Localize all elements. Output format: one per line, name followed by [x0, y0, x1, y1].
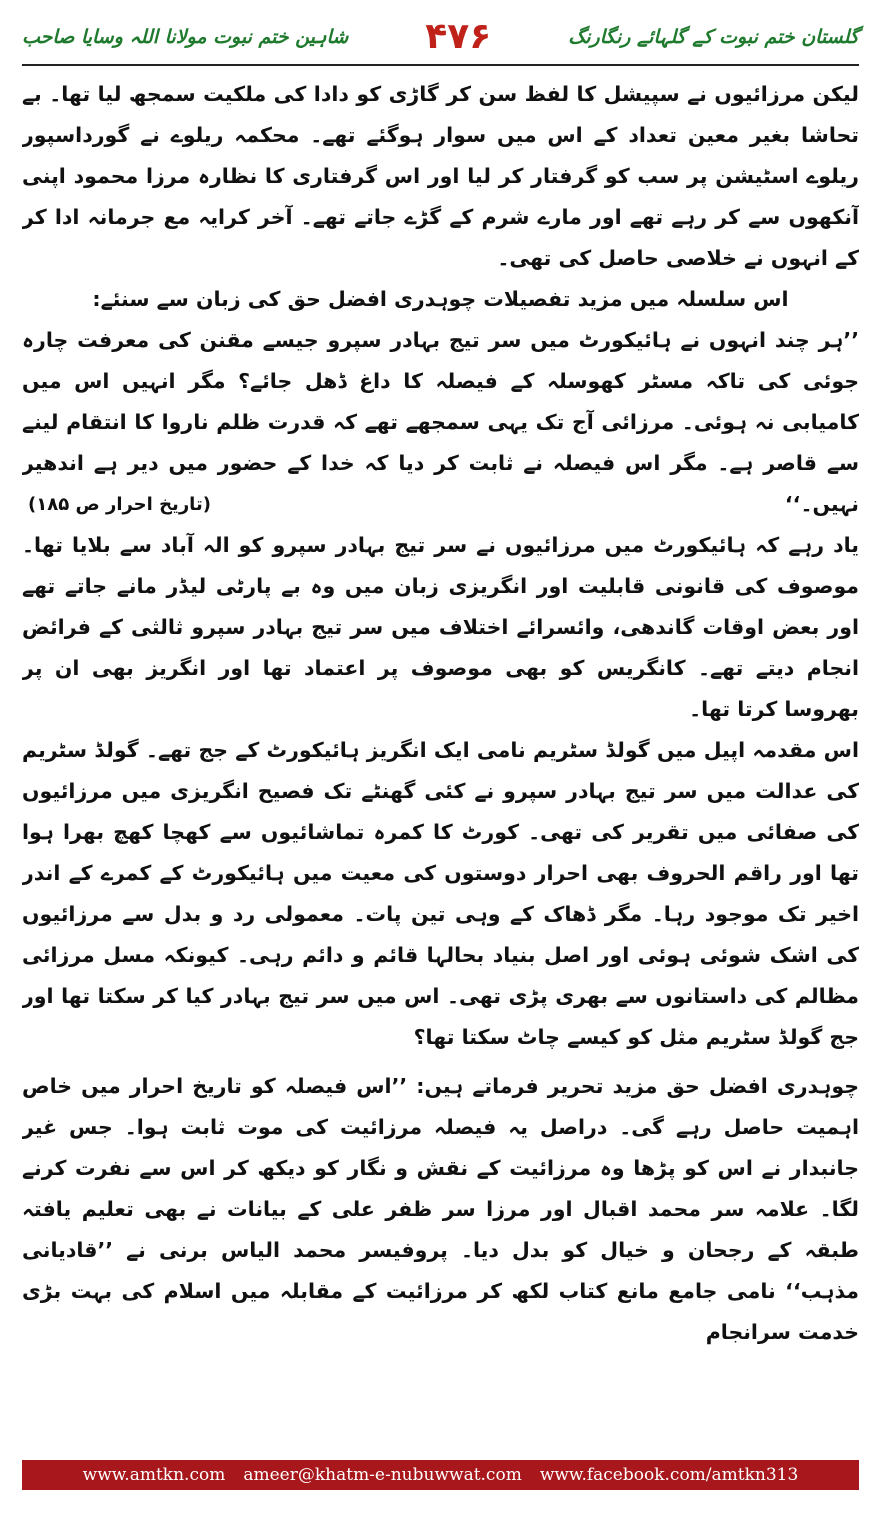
paragraph: یاد رہے کہ ہائیکورٹ میں مرزائیوں نے سر تیج بہادر سپرو کو الہ آباد سے بلایا تھا۔ موصوف کی قانونی قابلیت اور انگریزی زبان میں وہ بے پارٹی لیڈر مانے جاتے تھے اور بعض اوقات گاندھی، وائسرائے اختلاف میں سر تیج بہادر سپرو ثالثی کے فرائض انجام دیتے تھے۔ کانگریس کو بھی موصوف پر اعتماد تھا اور انگریز بھی ان پر بھروسا کرتا تھا۔: [22, 533, 859, 721]
footer-bar: [22, 1460, 859, 1490]
quote-text: ’’ہر چند انہوں نے ہائیکورٹ میں سر تیج بہادر سپرو جیسے مقنن کی معرفت چارہ جوئی کی تاکہ مسٹر کھوسلہ کے فیصلہ کا داغ ڈھل جائے؟ مگر انہیں اس میں کامیابی نہ ہوئی۔ مرزائی آج تک یہی سمجھے تھے کہ قدرت ظلم ناروا کا انتقام لینے سے قاصر ہے۔ مگر اس فیصلہ نے ثابت کر دیا کہ خدا کے حضور میں دیر ہے اندھیر نہیں۔‘‘: [22, 328, 859, 516]
paragraph: لیکن مرزائیوں نے سپیشل کا لفظ سن کر گاڑی کو دادا کی ملکیت سمجھ لیا تھا۔ بے تحاشا بغیر معین تعداد کے اس میں سوار ہوگئے تھے۔ محکمہ ریلوے نے گورداسپور ریلوے اسٹیشن پر سب کو گرفتار کر لیا اور اس گرفتاری کا نظارہ مرزا محمود اپنی آنکھوں سے کر رہے تھے اور مارے شرم کے گڑے جاتے تھے۔ آخر کرایہ مع جرمانہ ادا کر کے انہوں نے خلاصی حاصل کی تھی۔: [22, 82, 859, 270]
website-link[interactable]: www.amtkn.com: [82, 1465, 226, 1485]
email-link[interactable]: ameer@khatm-e-nubuwwat.com: [243, 1465, 522, 1485]
facebook-link[interactable]: www.facebook.com/amtkn313: [539, 1465, 799, 1485]
paragraph-intro: اس سلسلہ میں مزید تفصیلات چوہدری افضل حق کی زبان سے سنئے:: [92, 287, 789, 311]
quote-reference: (تاریخ احرار ص ۱۸۵): [28, 494, 211, 515]
paragraph: چوہدری افضل حق مزید تحریر فرماتے ہیں: ’’اس فیصلہ کو تاریخ احرار میں خاص اہمیت حاصل رہے گی۔ دراصل یہ فیصلہ مرزائیت کی موت ثابت ہوا۔ جس غیر جانبدار نے اس کو پڑھا وہ مرزائیت کے نقش و نگار کو دیکھ کر اس سے نفرت کرنے لگا۔ علامہ سر محمد اقبال اور مرزا سر ظفر علی کے بیانات نے بھی تعلیم یافتہ طبقہ کے رجحان و خیال کو بدل دیا۔ پروفیسر محمد الیاس برنی نے ’’قادیانی مذہب‘‘ نامی جامع مانع کتاب لکھ کر مرزائیت کے مقابلہ میں اسلام کی بہت بڑی خدمت سرانجام: [22, 1074, 859, 1344]
page-body: [22, 74, 859, 1454]
page-number: ۴۷۶: [425, 16, 492, 57]
page-header: [22, 14, 859, 60]
quote-paragraph: [22, 320, 859, 525]
book-title: گلستان ختم نبوت کے گلہائے رنگارنگ: [568, 26, 859, 48]
header-divider: [22, 64, 859, 66]
author-title: شاہین ختم نبوت مولانا اللہ وسایا صاحب: [22, 26, 349, 48]
paragraph: اس مقدمہ اپیل میں گولڈ سٹریم نامی ایک انگریز ہائیکورٹ کے جج تھے۔ گولڈ سٹریم کی عدالت میں سر تیج بہادر سپرو نے کئی گھنٹے تک فصیح انگریزی میں مرزائیوں کی صفائی میں تقریر کی تھی۔ کورٹ کا کمرہ تماشائیوں سے کھچا کھچ بھرا ہوا تھا اور راقم الحروف بھی احرار دوستوں کی معیت میں ہائیکورٹ کے کمرے کے اندر اخیر تک موجود رہا۔ مگر ڈھاک کے وہی تین پات۔ معمولی رد و بدل سے مرزائیوں کی اشک شوئی ہوئی اور اصل بنیاد بحالہا قائم و دائم رہی۔ کیونکہ مسل مرزائی مظالم کی داستانوں سے بھری پڑی تھی۔ اس میں سر تیج بہادر کیا کر سکتا تھا اور جج گولڈ سٹریم مثل کو کیسے چاٹ سکتا تھا؟: [22, 738, 859, 1049]
